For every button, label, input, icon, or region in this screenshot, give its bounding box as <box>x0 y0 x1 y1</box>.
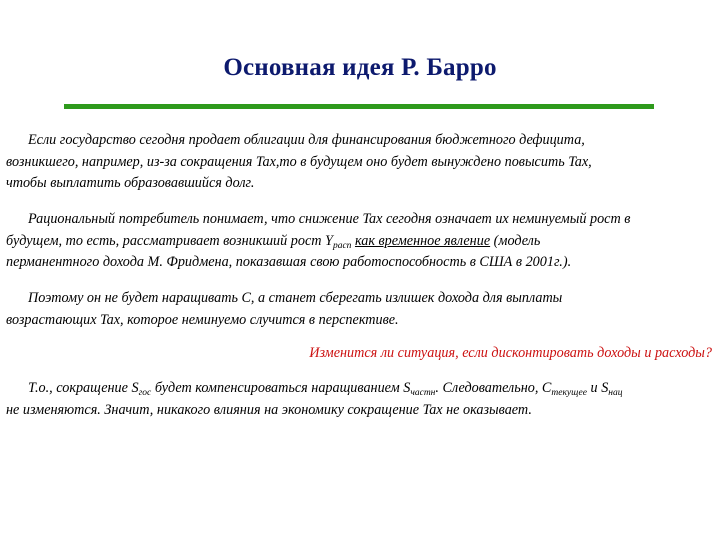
title-underline <box>64 104 654 109</box>
text-segment: (модель <box>490 232 541 249</box>
paragraph-line <box>6 378 714 400</box>
paragraph-line: перманентного дохода М. Фридмена, показавшая свою работоспособность в США в 2001г.). <box>6 254 572 270</box>
text-segment: будет компенсироваться наращиванием S <box>151 380 411 396</box>
text-segment: . Следовательно, C <box>435 380 552 396</box>
subscript: гос <box>138 388 152 398</box>
subscript: текущее <box>551 388 587 398</box>
discounting-question: Изменится ли ситуация, если дисконтировать доходы и расходы? <box>309 345 712 361</box>
paragraph-line: не изменяются. Значит, никакого влияния на экономику сокращение Tax не оказывает. <box>6 401 532 418</box>
underlined-term: как временное явление <box>354 232 491 249</box>
slide-title: Основная идея Р. Барро <box>223 54 497 81</box>
paragraph-government-bonds <box>6 130 714 195</box>
paragraph-line: чтобы выплатить образовавшийся долг. <box>6 175 255 191</box>
paragraph-line: возрастающих Tax, которое неминуемо случится в перспективе. <box>6 311 399 328</box>
paragraph-line: возникшего, например, из-за сокращения Tax,то в будущем оно будет вынуждено повысить Tax, <box>6 153 592 170</box>
paragraph-line: Если государство сегодня продает облигации для финансирования бюджетного дефицита, <box>28 132 585 148</box>
text-segment: Т.о., сокращение S <box>28 380 139 396</box>
text-segment: и S <box>587 380 609 396</box>
text-segment: будущем, то есть, рассматривает возникший рост Y <box>6 232 333 249</box>
paragraph-line <box>6 231 714 253</box>
paragraph-line: Поэтому он не будет наращивать С, а станет сберегать излишек дохода для выплаты <box>28 290 563 306</box>
paragraph-line: Рациональный потребитель понимает, что снижение Tax сегодня означает их неминуемый рост в <box>28 211 631 227</box>
paragraph-rational-consumer <box>6 209 714 274</box>
paragraph-savings <box>6 288 714 331</box>
subscript: частн <box>410 388 436 398</box>
subscript: расп <box>332 240 352 251</box>
paragraph-conclusion <box>6 378 714 421</box>
subscript: нац <box>608 388 623 398</box>
